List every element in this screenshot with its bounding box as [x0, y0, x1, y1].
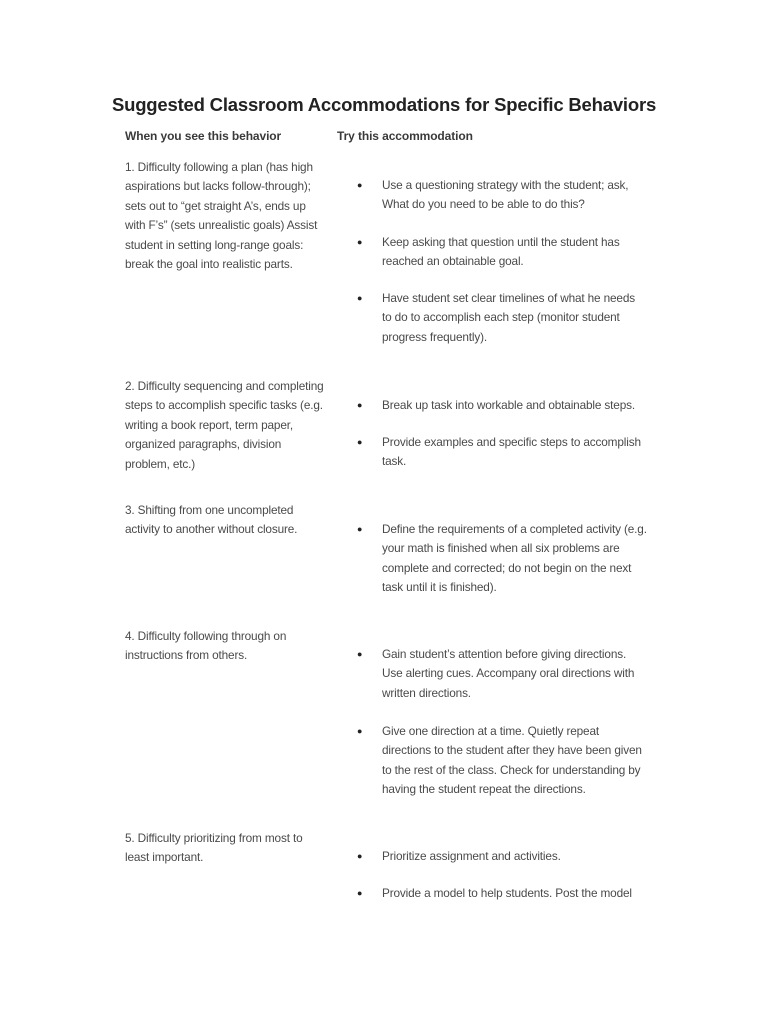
behavior-3: 3. Shifting from one uncompleted activity to another without closure. — [125, 503, 298, 537]
behavior-5: 5. Difficulty prioritizing from most to least important. — [125, 831, 303, 865]
bullet-icon: ● — [357, 524, 363, 534]
accommodation-text: Use a questioning strategy with the student; ask, What do you need to be able to do this? — [382, 178, 629, 212]
bullet-icon: ● — [357, 237, 363, 247]
accommodation-text: Break up task into workable and obtainable steps. — [382, 398, 635, 412]
accommodation-text: Have student set clear timelines of what he needs to do to accomplish each step (monitor student progress frequently). — [382, 291, 635, 344]
accommodation-item — [357, 520, 647, 598]
accommodation-text: Define the requirements of a completed activity (e.g. your math is finished when all six problems are complete and corrected; do not begin on the next task until it is finished). — [382, 522, 647, 595]
accommodation-text: Give one direction at a time. Quietly repeat directions to the student after they have been given to the rest of the class. Check for understanding by having the student repeat the directions. — [382, 724, 642, 797]
column-header-accommodation: Try this accommodation — [337, 129, 473, 143]
bullet-icon: ● — [357, 649, 363, 659]
column-header-behavior: When you see this behavior — [125, 129, 282, 143]
accommodation-text: Provide a model to help students. Post the model — [382, 886, 632, 900]
accommodation-text: Keep asking that question until the student has reached an obtainable goal. — [382, 235, 620, 269]
behavior-1: 1. Difficulty following a plan (has high aspirations but lacks follow-through); sets out to “get straight A’s, ends up with F’s” (sets unrealistic goals) Assist student in setting long-range goals: break the goal into realistic parts. — [125, 160, 318, 272]
accommodation-text: Gain student’s attention before giving directions. Use alerting cues. Accompany oral directions with written directions. — [382, 647, 635, 700]
accommodation-text: Prioritize assignment and activities. — [382, 849, 561, 863]
bullet-icon: ● — [357, 726, 363, 736]
accommodation-text: Provide examples and specific steps to accomplish task. — [382, 435, 641, 469]
bullet-icon: ● — [357, 400, 363, 410]
bullet-icon: ● — [357, 851, 363, 861]
behavior-2: 2. Difficulty sequencing and completing steps to accomplish specific tasks (e.g. writing a book report, term paper, organized paragraphs, division problem, etc.) — [125, 379, 324, 471]
behavior-4: 4. Difficulty following through on instructions from others. — [125, 629, 287, 663]
accommodation-item — [357, 176, 647, 215]
accommodation-item — [357, 233, 647, 272]
accommodation-item — [357, 722, 647, 800]
accommodation-item — [357, 433, 647, 472]
bullet-icon: ● — [357, 180, 363, 190]
bullet-icon: ● — [357, 437, 363, 447]
accommodation-item — [357, 289, 647, 347]
accommodation-item — [357, 645, 642, 703]
page-title: Suggested Classroom Accommodations for Specific Behaviors — [111, 94, 657, 115]
accommodation-item — [357, 396, 647, 415]
bullet-icon: ● — [357, 293, 363, 303]
accommodation-item — [357, 884, 647, 903]
accommodation-item — [357, 847, 647, 866]
bullet-icon: ● — [357, 888, 363, 898]
